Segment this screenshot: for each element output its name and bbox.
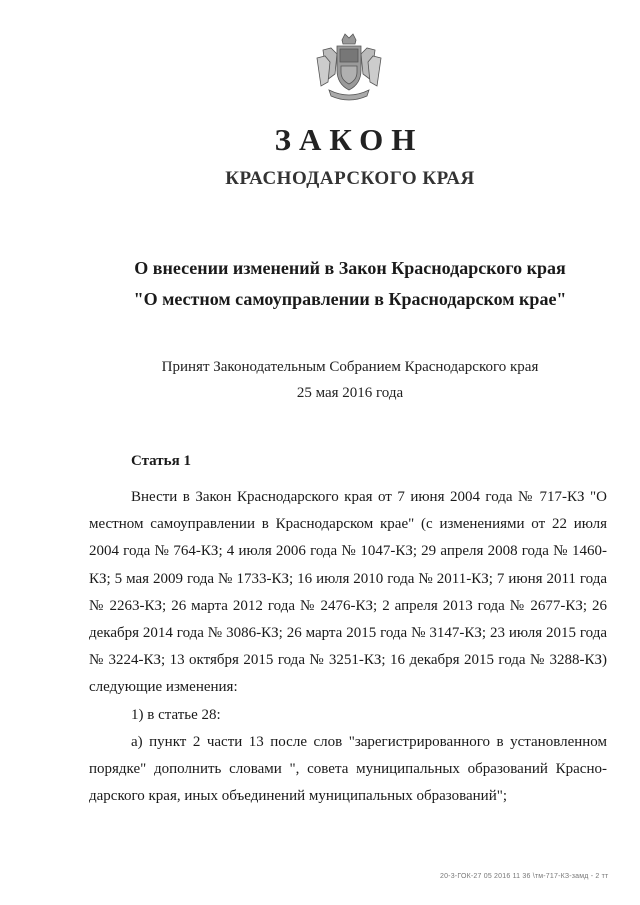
adoption-statement: Принят Законодательным Собранием Краснодарского края [161, 359, 539, 375]
footer-stamp: 20-3-ГОК-27 05 2016 11 36 \тм-717-КЗ-замд - 2 тт [440, 873, 609, 880]
krasnodar-coat-of-arms-icon [313, 30, 385, 102]
adoption-date: 25 мая 2016 года [296, 385, 404, 401]
article-intro-paragraph: Внести в Закон Краснодарского края от 7 июня 2004 года № 717-КЗ "О местном самоуправлении в Краснодарском крае" (с изменениями от 22 июля 2004 года № 764-КЗ; 4 июля 2006 года № 1047-КЗ; 29 апреля 2008 года № 1460-КЗ; 5 мая 2009 года № 1733-КЗ; 16 июля 2010 года № 2011-КЗ; 7 июня 2011 года № 2263-КЗ; 26 марта 2012 года № 2476-КЗ; 2 апреля 2013 года № 2677-КЗ; 26 декабря 2014 года № 3086-КЗ; 26 марта 2015 года № 3147-КЗ; 23 июля 2015 года № 3224-КЗ; 13 октября 2015 года № 3251-КЗ; 16 декабря 2015 года № 3288-КЗ) следующие изменения: [89, 489, 607, 696]
law-name-line1: О внесении изменений в Закон Краснодарского края [134, 258, 566, 278]
article-body [89, 484, 607, 810]
law-name-line2: "О местном самоуправлении в Краснодарском крае" [133, 289, 567, 309]
article-item-1: 1) в статье 28: [131, 706, 221, 723]
article-heading: Статья 1 [131, 453, 191, 469]
document-subtitle-region: КРАСНОДАРСКОГО КРАЯ [225, 168, 475, 189]
article-item-1a: а) пункт 2 части 13 после слов "зарегистрированного в установленном порядке" дополнить словами ", совета муниципальных образований Краснодарского края, иных объединений муниципальных образований"; [89, 733, 607, 805]
document-title: ЗАКОН [274, 122, 424, 157]
